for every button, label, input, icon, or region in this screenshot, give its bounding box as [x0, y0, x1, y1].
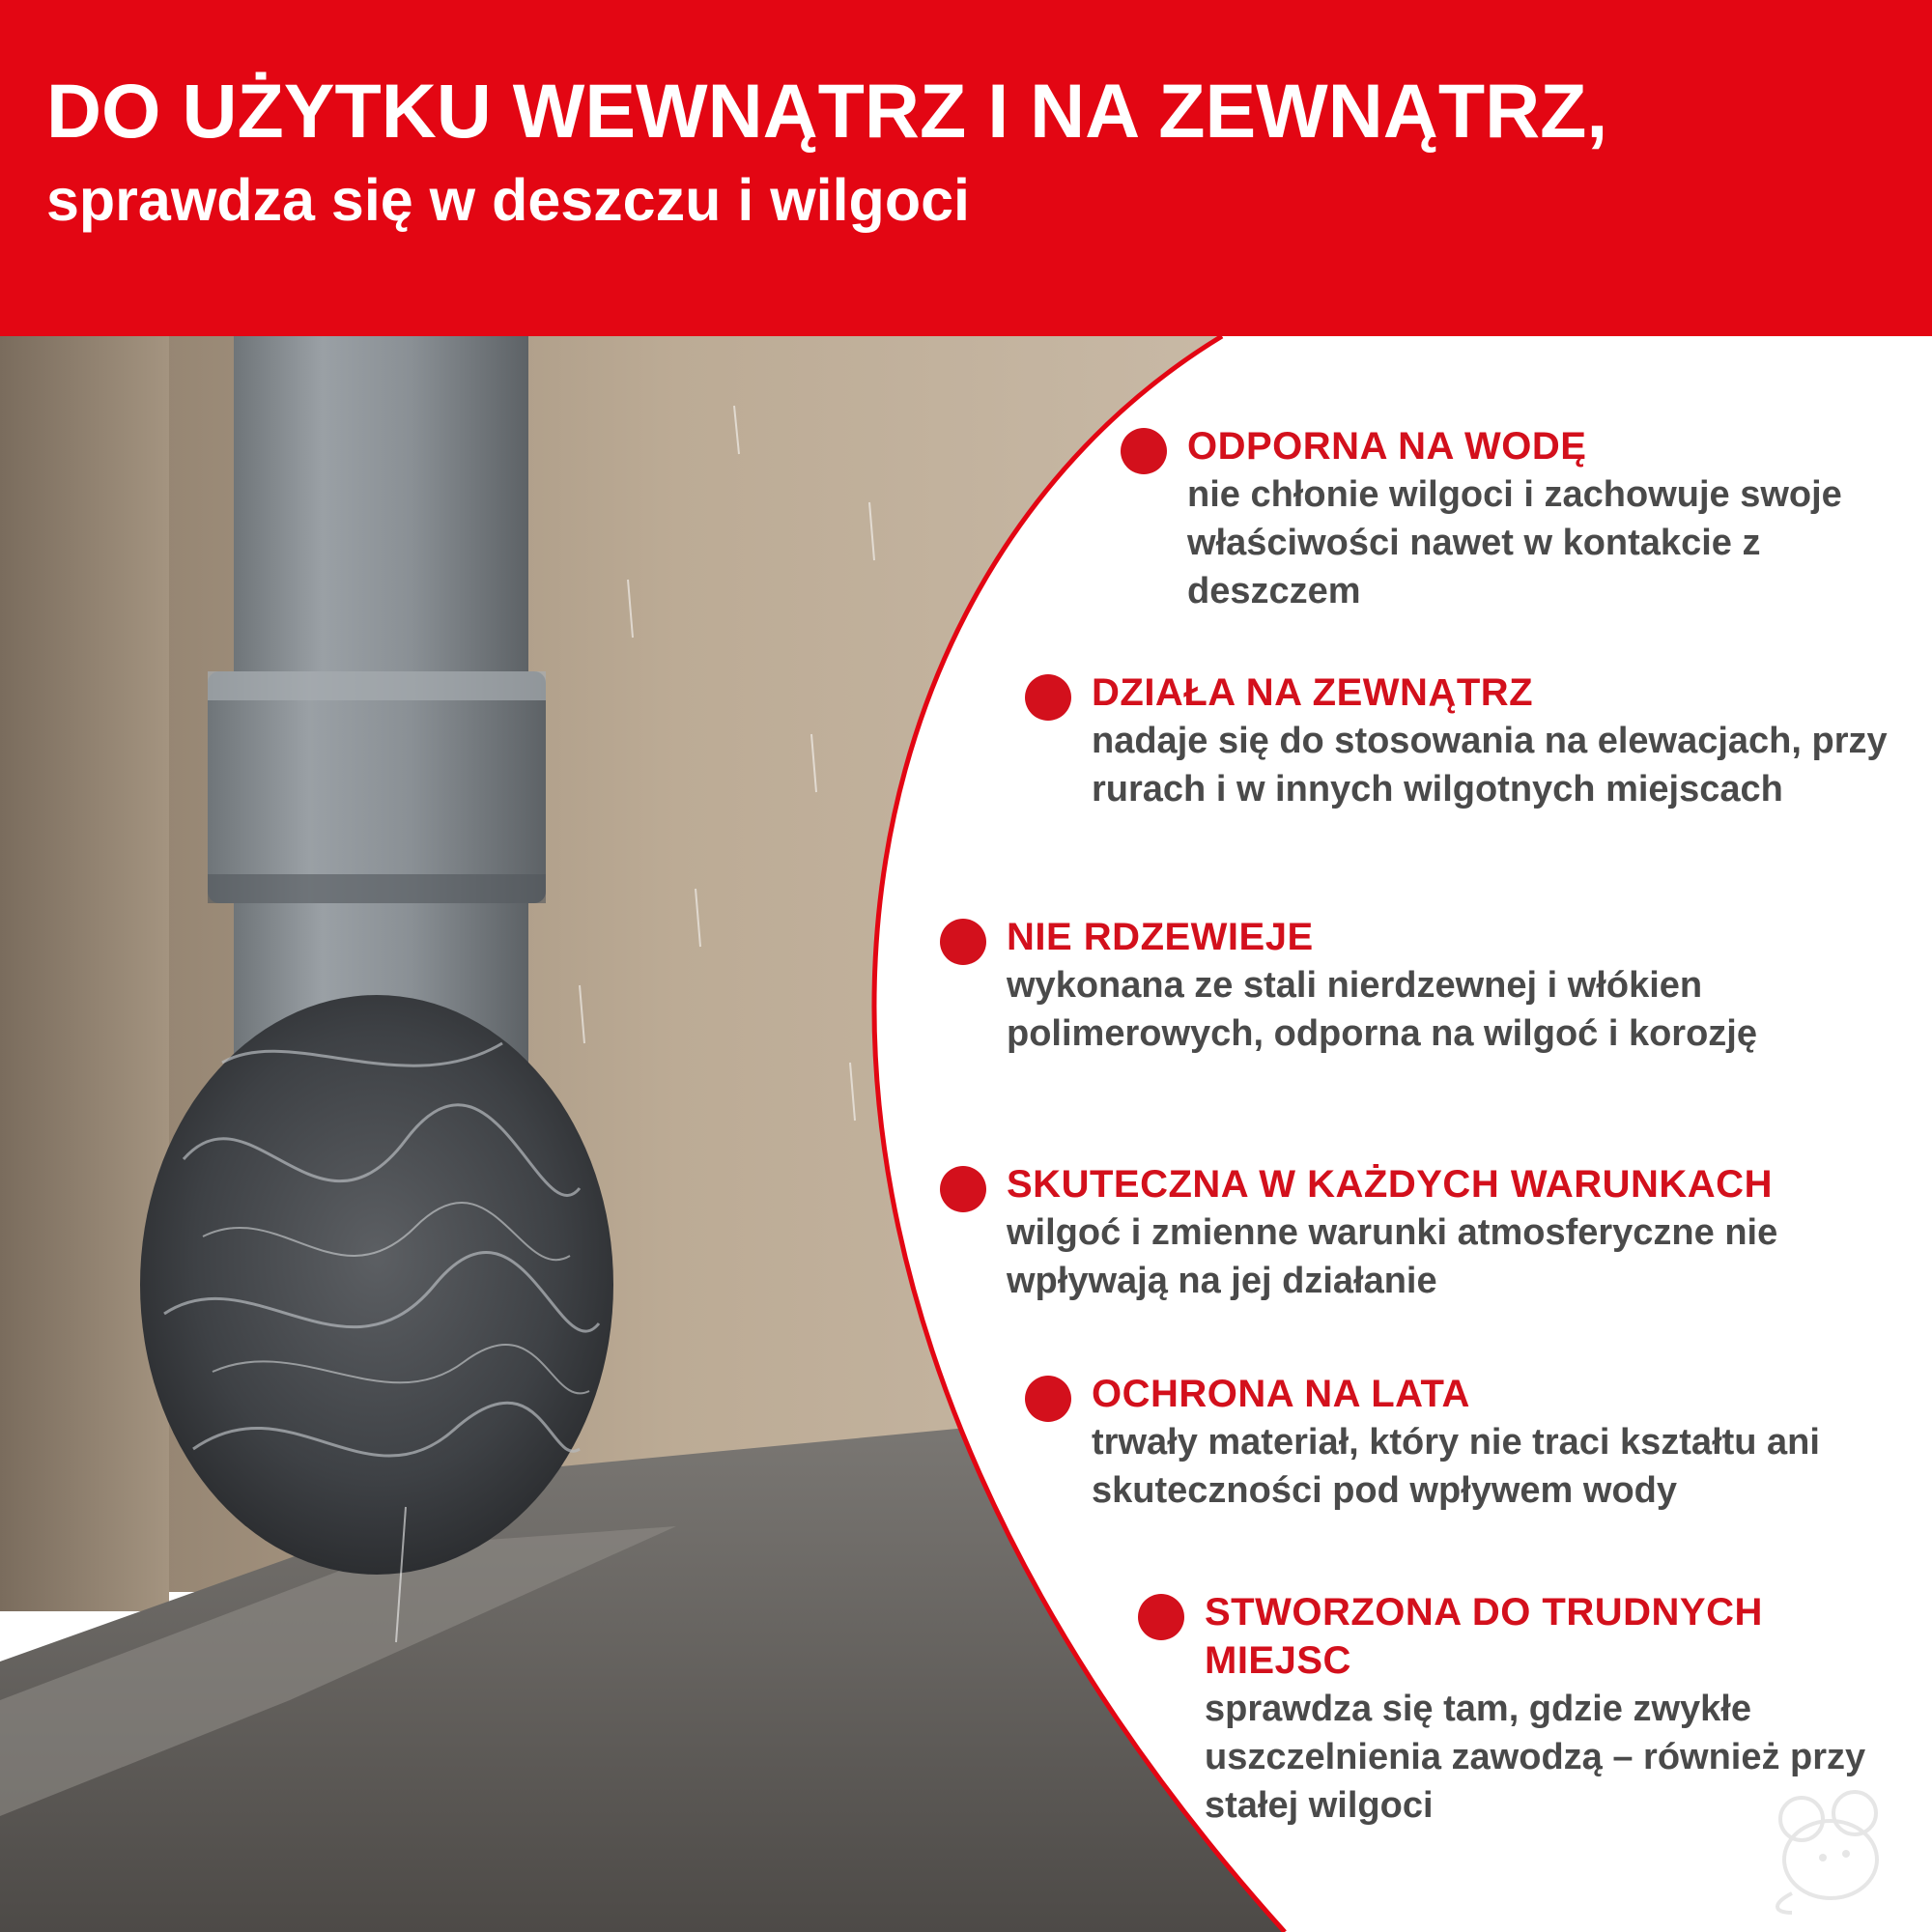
feature-desc: wilgoć i zmienne warunki atmosferyczne nie wpływają na jej działanie [1007, 1212, 1778, 1301]
feature-item [1007, 913, 1932, 1058]
page-title: DO UŻYTKU WEWNĄTRZ I NA ZEWNĄTRZ, [46, 68, 1608, 154]
feature-item [1092, 668, 1932, 813]
feature-title: OCHRONA NA LATA [1092, 1373, 1470, 1415]
feature-desc: nie chłonie wilgoci i zachowuje swoje właściwości nawet w kontakcie z deszczem [1187, 474, 1842, 611]
bullet-dot-icon [1138, 1594, 1184, 1640]
feature-desc: wykonana ze stali nierdzewnej i włókien polimerowych, odporna na wilgoć i korozję [1007, 965, 1757, 1054]
feature-title: DZIAŁA NA ZEWNĄTRZ [1092, 671, 1534, 714]
feature-title: ODPORNA NA WODĘ [1187, 425, 1587, 468]
feature-desc: sprawdza się tam, gdzie zwykłe uszczelnienia zawodzą – również przy stałej wilgoci [1205, 1689, 1866, 1826]
feature-item [1187, 422, 1932, 615]
feature-item [1092, 1370, 1932, 1515]
feature-desc: trwały materiał, który nie traci kształtu ani skuteczności pod wpływem wody [1092, 1422, 1820, 1511]
feature-title: SKUTECZNA W KAŻDYCH WARUNKACH [1007, 1163, 1773, 1206]
feature-item [1007, 1160, 1932, 1305]
feature-desc: nadaje się do stosowania na elewacjach, przy rurach i w innych wilgotnych miejscach [1092, 721, 1888, 810]
page-subtitle: sprawdza się w deszczu i wilgoci [46, 167, 970, 233]
bullet-dot-icon [940, 919, 986, 965]
mouse-logo-icon [1763, 1782, 1908, 1918]
bullet-dot-icon [1025, 1376, 1071, 1422]
feature-title: NIE RDZEWIEJE [1007, 916, 1314, 958]
bullet-dot-icon [1121, 428, 1167, 474]
bullet-dot-icon [940, 1166, 986, 1212]
bullet-dot-icon [1025, 674, 1071, 721]
feature-title: STWORZONA DO TRUDNYCH MIEJSC [1205, 1591, 1763, 1682]
